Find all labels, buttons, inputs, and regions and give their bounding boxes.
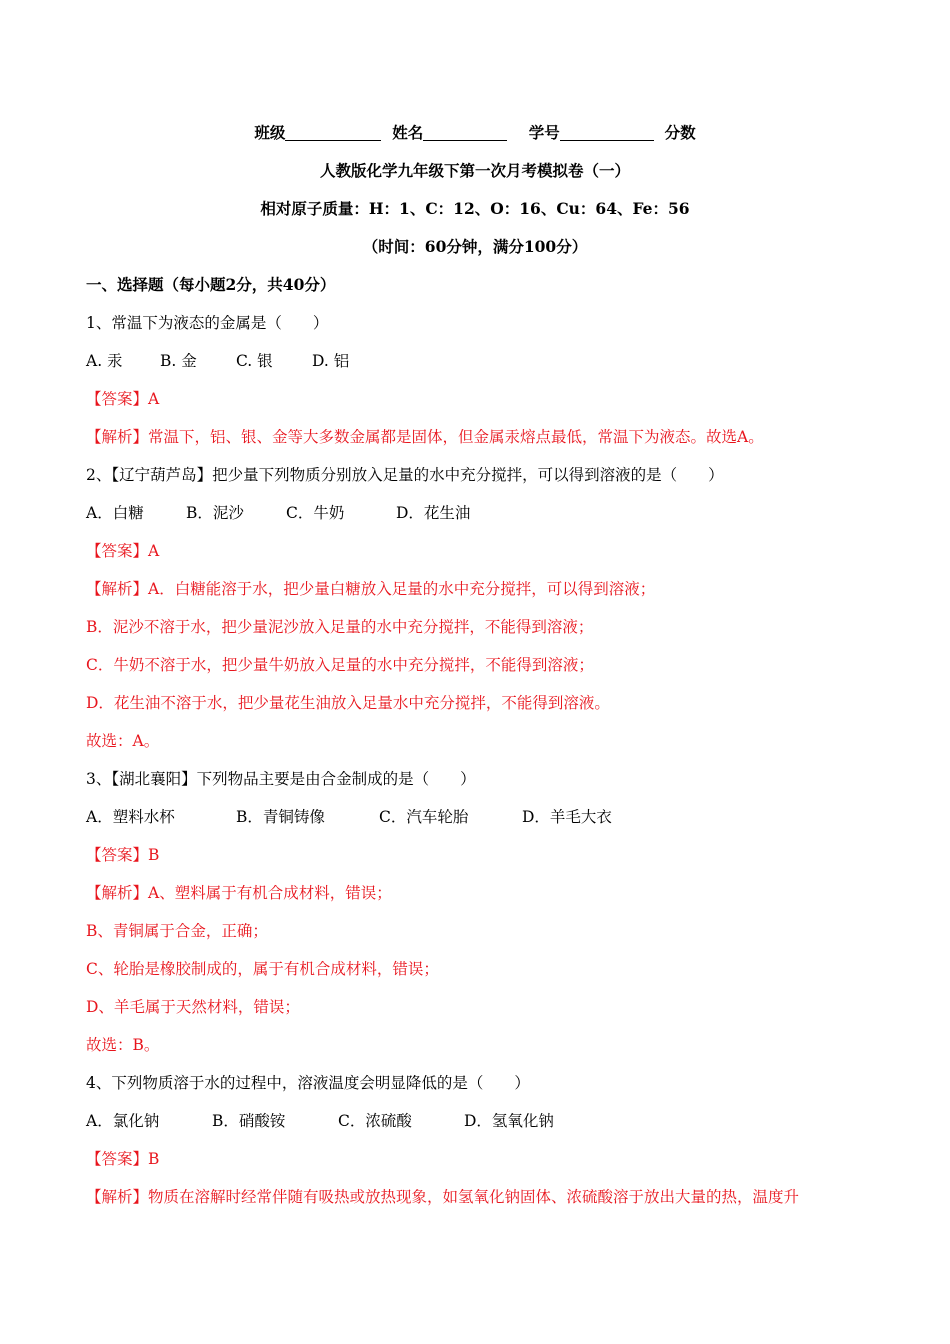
q3-answer-label: 【答案】	[86, 846, 149, 864]
q4-option-a: A．氯化钠	[86, 1112, 160, 1130]
q4-analysis	[86, 1187, 799, 1207]
q1-analysis-text: 常温下，铝、银、金等大多数金属都是固体，但金属汞熔点最低，常温下为液态。故选A。	[148, 428, 764, 446]
question-3-options	[86, 807, 612, 827]
atomic-mass-line: 相对原子质量：H：1、C：12、O：16、Cu：64、Fe：56	[260, 199, 690, 218]
q1-option-c: C. 银	[236, 352, 273, 370]
q4-option-b: B．硝酸铵	[212, 1112, 286, 1130]
q3-conclusion: 故选：B。	[86, 1036, 160, 1054]
q2-conclusion: 故选：A。	[86, 732, 160, 750]
q3-analysis-b: B、青铜属于合金，正确；	[86, 922, 268, 940]
question-4-options	[86, 1111, 554, 1131]
q1-analysis	[86, 427, 764, 447]
q2-option-b: B．泥沙	[186, 504, 244, 522]
question-2-stem: 2、【辽宁葫芦岛】把少量下列物质分别放入足量的水中充分搅拌，可以得到溶液的是（ ）	[86, 466, 724, 484]
id-blank[interactable]	[560, 124, 654, 141]
time-info: （时间：60分钟，满分100分）	[362, 237, 588, 256]
q3-answer-value: B	[148, 846, 160, 864]
id-label: 学号	[528, 123, 560, 142]
q3-analysis	[86, 883, 392, 903]
q2-answer	[86, 541, 159, 561]
q4-answer-value: B	[148, 1150, 160, 1168]
q3-answer	[86, 845, 159, 865]
student-info-line	[0, 123, 950, 143]
q2-analysis-d: D．花生油不溶于水，把少量花生油放入足量水中充分搅拌，不能得到溶液。	[86, 694, 610, 712]
q2-answer-label: 【答案】	[86, 542, 149, 560]
q2-analysis-b: B．泥沙不溶于水，把少量泥沙放入足量的水中充分搅拌，不能得到溶液；	[86, 618, 594, 636]
q4-analysis-label: 【解析】	[86, 1188, 149, 1206]
q3-analysis-d: D、羊毛属于天然材料，错误；	[86, 998, 300, 1016]
q1-answer-label: 【答案】	[86, 390, 149, 408]
question-3-stem: 3、【湖北襄阳】下列物品主要是由合金制成的是（ ）	[86, 770, 476, 788]
q2-option-a: A．白糖	[86, 504, 144, 522]
q3-option-c: C．汽车轮胎	[379, 808, 469, 826]
question-4-stem: 4、下列物质溶于水的过程中，溶液温度会明显降低的是（ ）	[86, 1074, 530, 1092]
q4-option-d: D．氢氧化钠	[464, 1112, 554, 1130]
q2-analysis	[86, 579, 655, 599]
q4-answer	[86, 1149, 159, 1169]
score-label: 分数	[664, 123, 696, 142]
q1-option-d: D. 铝	[312, 352, 350, 370]
q4-answer-label: 【答案】	[86, 1150, 149, 1168]
q3-analysis-label: 【解析】	[86, 884, 149, 902]
q2-analysis-label: 【解析】	[86, 580, 149, 598]
q3-analysis-text-a: A、塑料属于有机合成材料，错误；	[148, 884, 392, 902]
question-2-options	[86, 503, 470, 523]
q1-option-b: B. 金	[160, 352, 197, 370]
q2-answer-value: A	[148, 542, 160, 560]
q1-option-a: A. 汞	[86, 352, 123, 370]
q3-option-b: B．青铜铸像	[236, 808, 325, 826]
exam-title: 人教版化学九年级下第一次月考模拟卷（一）	[319, 161, 630, 180]
section-heading: 一、选择题（每小题2分，共40分）	[86, 275, 336, 294]
class-label: 班级	[254, 123, 286, 142]
q3-option-d: D．羊毛大衣	[522, 808, 612, 826]
q1-analysis-label: 【解析】	[86, 428, 149, 446]
q3-option-a: A．塑料水杯	[86, 808, 175, 826]
q2-option-d: D．花生油	[396, 504, 471, 522]
q2-analysis-c: C．牛奶不溶于水，把少量牛奶放入足量的水中充分搅拌，不能得到溶液；	[86, 656, 594, 674]
q2-analysis-text-a: A．白糖能溶于水，把少量白糖放入足量的水中充分搅拌，可以得到溶液；	[148, 580, 656, 598]
q1-answer	[86, 389, 159, 409]
question-1-options	[86, 351, 349, 371]
q4-analysis-text: 物质在溶解时经常伴随有吸热或放热现象，如氢氧化钠固体、浓硫酸溶于放出大量的热，温度升	[148, 1188, 800, 1206]
q3-analysis-c: C、轮胎是橡胶制成的，属于有机合成材料，错误；	[86, 960, 439, 978]
name-label: 姓名	[392, 123, 424, 142]
class-blank[interactable]	[285, 124, 381, 141]
name-blank[interactable]	[423, 124, 507, 141]
q2-option-c: C．牛奶	[286, 504, 345, 522]
q1-answer-value: A	[148, 390, 160, 408]
question-1-stem: 1、常温下为液态的金属是（ ）	[86, 314, 329, 332]
q4-option-c: C．浓硫酸	[338, 1112, 412, 1130]
